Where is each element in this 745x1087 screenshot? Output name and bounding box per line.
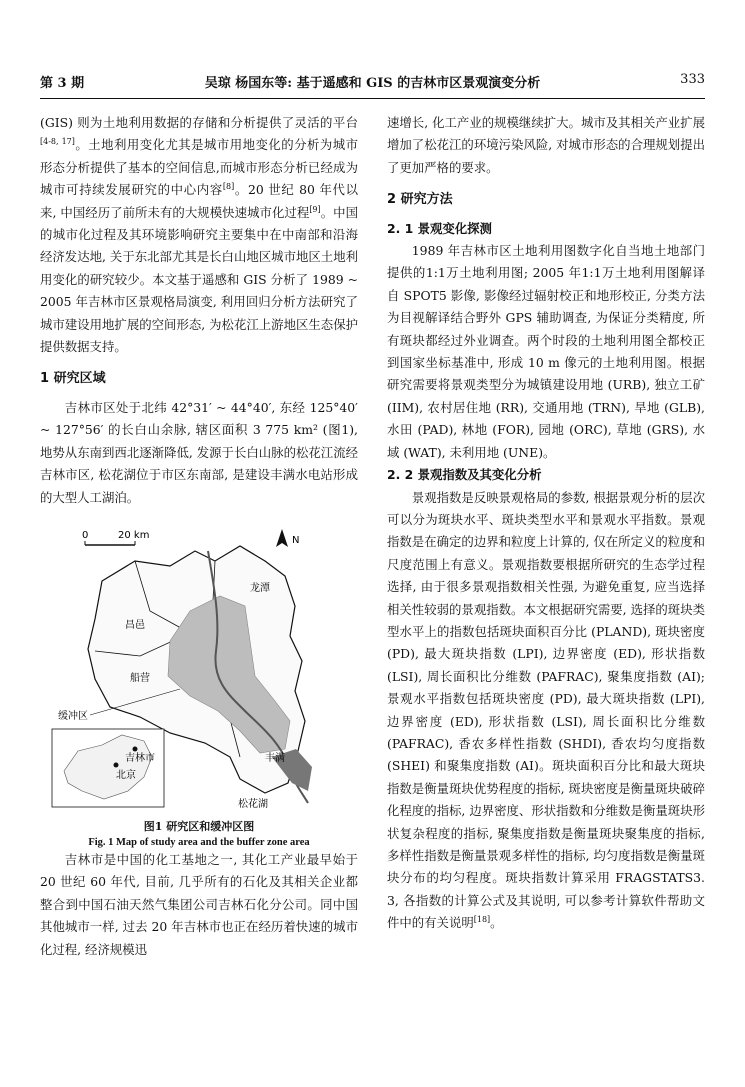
page-number: 333 (680, 72, 705, 87)
section-heading-study-area: 1 研究区域 (40, 371, 106, 387)
left-column (40, 112, 358, 961)
label-buffer: 缓冲区 (58, 710, 88, 722)
figure-caption-cn: 图1 研究区和缓冲区图 (143, 820, 255, 834)
scale-label: 20 km (118, 529, 150, 541)
label-fengman: 丰满 (265, 752, 285, 764)
landscape-index-paragraph: 景观指数是反映景观格局的参数, 根据景观分析的层次可以分为斑块水平、斑块类型水平和景观水平指数。景观指数是在确定的边界和粒度上计算的, 仅在所定义的粒度和尺度范围上有意义。景观指数要根据所研究的生态学过程选择, 由于很多景观指数相关性强, 为避免重复, 应当选择相关性较弱的景观指数。本文根据研究需要, 选择的斑块类型水平上的指数包括斑块面积百分比 (PLAND), 斑块密度 (PD), 最大斑块指数 (LPI), 边界密度 (ED), 形状指数 (LSI), 周长面积比分维数 (PAFRAC), 聚集度指数 (AI); 景观水平指数包括斑块密度 (PD), 最大斑块指数 (LPI), 边界密度 (ED), 形状指数 (LSI), 周长面积比分维数 (PAFRAC), 香农多样性指数 (SHDI), 香农均匀度指数 (SHEI) 和聚集度指数 (AI)。斑块面积百分比和最大斑块指数是衡量斑块优势程度的指标, 斑块密度是衡量斑块破碎化程度的指标, 边界密度、形状指数和分维数是衡量斑块形状复杂程度的指标, 聚集度指数是衡量斑块聚集度的指标, 多样性指数是衡量景观多样性的指标, 均匀度指数是衡量斑块分布的均匀程度。斑块指数计算采用 FRAGSTATS3. 3, 各指数的计算公式及其说明, 可以参考计算软件帮助文件中的有关说明[18]。 (387, 489, 705, 931)
beijing-point (114, 762, 119, 767)
continuation-paragraph: 速增长, 化工产业的规模继续扩大。城市及其相关产业扩展增加了松花江的环境污染风险, 对城市形态的合理规划提出了更加严格的要求。 (387, 115, 705, 175)
intro-paragraph: (GIS) 则为土地利用数据的存储和分析提供了灵活的平台[4-8, 17]。土地利用变化尤其是城市用地变化的分析为城市形态分析提供了基本的空间信息,而城市形态分析已经成为城市可持续发展研究的中心内容[8]。20 世纪 80 年代以来, 中国经历了前所未有的大规模快速城市化过程[9]。中国的城市化过程及其环境影响研究主要集中在中南部和沿海经济发达地, 关于东北部尤其是长白山地区城市地区土地利用变化的研究较少。本文基于遥感和 GIS 分析了 1989 ~ 2005 年吉林市区景观格局演变, 利用回归分析方法研究了城市建设用地扩展的空间形态, 为松花江上游地区生态保护提供数据支持。 (40, 115, 359, 355)
citation: [9] (309, 204, 321, 214)
subsection-heading-landscape-index: 2. 2 景观指数及其变化分析 (387, 467, 542, 483)
change-detection-paragraph: 1989 年吉林市区土地利用图数字化自当地土地部门提供的1:1万土地利用图; 2005 年1:1万土地利用图解译自 SPOT5 影像, 影像经过辐射校正和地形校正, 分类方法为目视解译结合野外 GPS 辅助调查, 为保证分类精度, 所有斑块都经过外业调查。两个时段的土地利用图全都校正到国家坐标基准中, 形成 10 m 像元的土地利用图。根据研究需要将景观类型分为城镇建设用地 (URB), 独立工矿 (IIM), 农村居住地 (RR), 交通用地 (TRN), 旱地 (GLB), 水田 (PAD), 林地 (FOR), 园地 (ORC), 草地 (GRS), 水域 (WAT), 未利用地 (UNE)。 (387, 243, 705, 460)
citation: [4-8, 17] (40, 137, 75, 147)
label-songhuahu: 松花湖 (238, 798, 268, 810)
north-arrow-icon (276, 529, 288, 547)
figure-1-map (40, 521, 358, 849)
header-rule (40, 98, 705, 99)
scale-zero-label: 0 (82, 529, 89, 541)
jilin-point (133, 746, 138, 751)
label-beijing: 北京 (116, 769, 136, 781)
study-area-paragraph: 吉林市区处于北纬 42°31′ ~ 44°40′, 东经 125°40′ ~ 127°56′ 的长白山余脉, 辖区面积 3 775 km² (图1), 地势从东南到西北逐渐降低, 发源于长白山脉的松花江流经吉林市区, 松花湖位于市区东南部, 是建设丰满水电站形成的大型人工湖泊。 (40, 399, 358, 505)
issue-number: 第 3 期 (40, 76, 85, 91)
citation: [8] (222, 182, 235, 192)
label-longtan: 龙潭 (250, 582, 270, 594)
label-jilinshi: 吉林市 (125, 752, 155, 764)
north-label: N (292, 534, 300, 546)
label-changyi: 昌邑 (125, 619, 145, 631)
citation: [18] (473, 915, 491, 925)
label-chuanying: 船营 (130, 672, 150, 684)
running-header (40, 72, 705, 94)
subsection-heading-change-detection: 2. 1 景观变化探测 (387, 220, 492, 236)
section-heading-methods: 2 研究方法 (387, 192, 453, 208)
figure-caption-en: Fig. 1 Map of study area and the buffer zone area (88, 837, 310, 849)
chemical-base-paragraph: 吉林市是中国的化工基地之一, 其化工产业最早始于 20 世纪 60 年代, 目前, 几乎所有的石化及其相关企业都整合到中国石油天然气集团公司吉林石化分公司。同中国其他城市一样, 过去 20 年吉林市也正在经历着快速的城市化过程, 经济规模迅 (40, 851, 358, 957)
right-column (387, 112, 705, 935)
study-area-map (40, 521, 358, 811)
running-title: 吴琼 杨国东等: 基于遥感和 GIS 的吉林市区景观演变分析 (204, 76, 541, 91)
